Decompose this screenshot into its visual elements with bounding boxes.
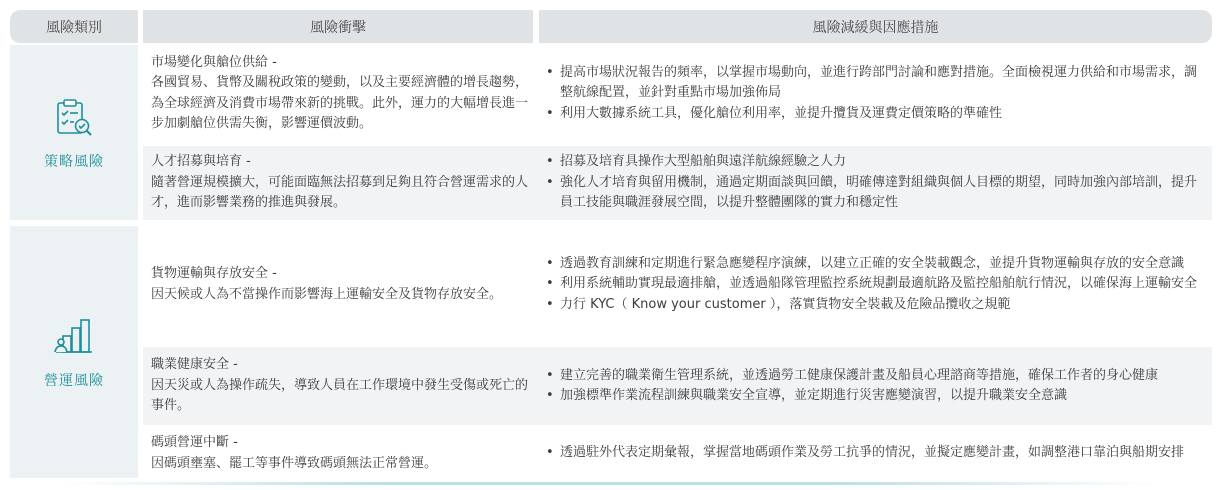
mitigation-cell [546,226,1208,343]
risk-impact-description: 隨著營運規模擴大，可能面臨無法招募到足夠且符合營運需求的人才，進而影響業務的推進與發展。 [151,174,529,211]
mitigation-cell [546,146,1208,220]
bar-chart-person-icon [51,314,97,360]
category-label: 策略風險 [44,153,104,170]
category-label: 營運風險 [44,373,104,389]
risk-impact-title: 碼頭營運中斷 - [151,435,238,450]
mitigation-list [546,152,1208,214]
category-strategic-risk [10,45,138,220]
mitigation-list [546,366,1208,407]
table-row [143,45,1212,142]
header-risk-category: 風險類別 [10,10,138,43]
header-risk-mitigation: 風險減緩與因應措施 [539,10,1212,43]
risk-impact-cell [151,45,529,142]
mitigation-list [546,254,1208,316]
mitigation-item: • 提高市場狀況報告的頻率，以掌握市場動向，並進行跨部門討論和應對措施。全面檢視運力供給和市場需求，調整航線配置，並針對重點市場加強佈局 [546,63,1208,104]
mitigation-item: • 加強標準作業流程訓練與職業安全宣導，並定期進行災害應變演習，以提升職業安全意識 [546,386,1208,407]
mitigation-item: • 建立完善的職業衛生管理系統，並透過勞工健康保護計畫及船員心理諮商等措施，確保工作者的身心健康 [546,366,1208,387]
risk-impact-title: 人才招募與培育 - [151,154,251,170]
risk-impact-description: 因天災或人為操作疏失，導致人員在工作環境中發生受傷或死亡的事件。 [151,377,529,414]
table-row [143,429,1212,478]
category-operational-risk [10,226,138,478]
mitigation-cell [546,45,1208,142]
risk-impact-title: 職業健康安全 - [151,357,238,373]
mitigation-list [546,63,1208,125]
mitigation-item: • 利用系統輔助實現最適排艙，並透過船隊管理監控系統規劃最適航路及監控船舶航行情況，以確保海上運輸安全 [546,274,1208,295]
mitigation-item: • 力行 KYC（ Know your customer ），落實貨物安全裝載及危險品攬收之規範 [546,295,1208,316]
mitigation-item: • 透過駐外代表定期彙報，掌握當地碼頭作業及勞工抗爭的情況，並擬定應變計畫，如調整港口靠泊與船期安排 [546,443,1208,464]
header-risk-impact: 風險衝擊 [143,10,533,43]
table-row [143,146,1212,220]
risk-impact-title: 貨物運輸與存放安全 - [151,266,277,281]
mitigation-item: • 利用大數據系統工具，優化艙位利用率，並提升攬貨及運費定價策略的準確性 [546,104,1208,125]
table-row [143,226,1212,343]
mitigation-item: • 透過教育訓練和定期進行緊急應變程序演練，以建立正確的安全裝載觀念，並提升貨物運輸與存放的安全意識 [546,254,1208,275]
risk-impact-cell [151,347,529,425]
risk-impact-cell [151,429,529,478]
risk-impact-description: 因天候或人為不當操作而影響海上運輸安全及貨物存放安全。 [151,286,503,302]
mitigation-list [546,443,1208,464]
risk-impact-description: 因碼頭壅塞、罷工等事件導致碼頭無法正常營運。 [151,455,438,471]
mitigation-cell [546,347,1208,425]
mitigation-item: • 強化人才培育與留用機制，通過定期面談與回饋，明確傳達對組織與個人目標的期望，同時加強內部培訓，提升員工技能與職涯發展空間，以提升整體團隊的實力和穩定性 [546,173,1208,214]
risk-impact-cell [151,146,529,220]
clipboard-checklist-icon [51,95,97,141]
mitigation-cell [546,429,1208,478]
table-row [143,347,1212,425]
risk-impact-cell [151,226,529,343]
risk-impact-description: 各國貿易、貨幣及關稅政策的變動，以及主要經濟體的增長趨勢，為全球經濟及消費市場帶來新的挑戰。此外，運力的大幅增長進一步加劇艙位供需失衡，影響運價波動。 [151,75,529,131]
decorative-divider [60,482,1160,485]
mitigation-item: • 招募及培育具操作大型船舶與遠洋航線經驗之人力 [546,152,1208,173]
risk-impact-title: 市場變化與艙位供給 - [151,54,277,70]
